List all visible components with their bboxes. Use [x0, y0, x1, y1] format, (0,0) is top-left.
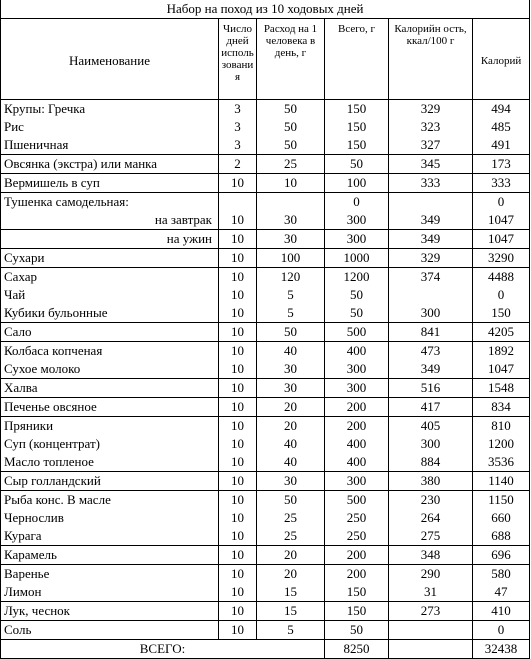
table-row [1, 509, 530, 527]
cell-total: 250 [325, 527, 389, 546]
cell-days: 10 [219, 435, 257, 453]
cell-rate: 30 [257, 472, 325, 491]
cell-name: Тушенка самодельная: [1, 193, 219, 212]
cell-days: 10 [219, 472, 257, 491]
cell-kcal: 1548 [473, 379, 530, 398]
table-row [1, 565, 530, 584]
cell-days: 10 [219, 491, 257, 510]
cell-kcal: 333 [473, 174, 530, 193]
cell-name: Сухари [1, 249, 219, 268]
cell-total: 200 [325, 398, 389, 417]
cell-total: 150 [325, 136, 389, 155]
cell-name: Вермишель в суп [1, 174, 219, 193]
cell-total: 300 [325, 379, 389, 398]
table-row [1, 118, 530, 136]
cell-kcal100: 405 [389, 417, 473, 436]
table-row [1, 398, 530, 417]
cell-kcal: 1140 [473, 472, 530, 491]
cell-kcal: 696 [473, 546, 530, 565]
cell-name: Рис [1, 118, 219, 136]
cell-name: Лук, чеснок [1, 602, 219, 621]
cell-days: 10 [219, 230, 257, 249]
table-row [1, 323, 530, 342]
cell-name: Чай [1, 286, 219, 304]
cell-kcal100: 473 [389, 342, 473, 361]
cell-name: Печенье овсяное [1, 398, 219, 417]
cell-kcal: 580 [473, 565, 530, 584]
table-row [1, 193, 530, 212]
cell-kcal100: 380 [389, 472, 473, 491]
cell-total: 400 [325, 435, 389, 453]
cell-kcal: 491 [473, 136, 530, 155]
table-row [1, 100, 530, 119]
cell-name: Пряники [1, 417, 219, 436]
header-row [1, 19, 530, 100]
cell-kcal100: 329 [389, 249, 473, 268]
cell-kcal: 688 [473, 527, 530, 546]
cell-kcal100: 374 [389, 268, 473, 287]
cell-kcal100: 329 [389, 100, 473, 119]
cell-kcal: 1047 [473, 230, 530, 249]
cell-name: Карамель [1, 546, 219, 565]
cell-rate: 30 [257, 211, 325, 230]
cell-days: 10 [219, 286, 257, 304]
cell-days: 10 [219, 304, 257, 323]
cell-kcal100: 273 [389, 602, 473, 621]
cell-name: Крупы: Гречка [1, 100, 219, 119]
cell-total: 100 [325, 174, 389, 193]
cell-rate: 50 [257, 100, 325, 119]
cell-kcal: 494 [473, 100, 530, 119]
table-row [1, 379, 530, 398]
cell-rate: 15 [257, 583, 325, 602]
cell-rate: 40 [257, 342, 325, 361]
cell-kcal100: 230 [389, 491, 473, 510]
table-row [1, 472, 530, 491]
cell-name: Масло топленое [1, 453, 219, 472]
cell-kcal: 834 [473, 398, 530, 417]
table-row [1, 155, 530, 174]
cell-kcal100: 333 [389, 174, 473, 193]
cell-rate: 20 [257, 398, 325, 417]
cell-name: Пшеничная [1, 136, 219, 155]
cell-rate: 100 [257, 249, 325, 268]
cell-total: 200 [325, 546, 389, 565]
cell-days [219, 193, 257, 212]
cell-rate [257, 193, 325, 212]
cell-name: Халва [1, 379, 219, 398]
cell-name: Лимон [1, 583, 219, 602]
cell-days: 10 [219, 602, 257, 621]
cell-kcal: 1047 [473, 360, 530, 379]
cell-name: Сухое молоко [1, 360, 219, 379]
table-row [1, 174, 530, 193]
cell-name: Сало [1, 323, 219, 342]
cell-kcal100: 349 [389, 230, 473, 249]
cell-days: 10 [219, 379, 257, 398]
cell-name: Сыр голландский [1, 472, 219, 491]
cell-kcal100: 290 [389, 565, 473, 584]
cell-rate: 50 [257, 118, 325, 136]
table-row [1, 491, 530, 510]
cell-rate: 5 [257, 286, 325, 304]
table-row [1, 583, 530, 602]
table-row [1, 602, 530, 621]
cell-name: Варенье [1, 565, 219, 584]
cell-kcal: 410 [473, 602, 530, 621]
table-row [1, 230, 530, 249]
table-row [1, 360, 530, 379]
table-row [1, 211, 530, 230]
cell-total: 0 [325, 193, 389, 212]
cell-total: 150 [325, 100, 389, 119]
cell-kcal: 173 [473, 155, 530, 174]
table-row [1, 453, 530, 472]
total-kcal: 32438 [473, 640, 530, 659]
table-row [1, 527, 530, 546]
cell-days: 10 [219, 417, 257, 436]
table-row [1, 304, 530, 323]
cell-kcal100: 264 [389, 509, 473, 527]
table-row [1, 249, 530, 268]
cell-rate: 25 [257, 509, 325, 527]
total-empty [389, 640, 473, 659]
cell-rate: 30 [257, 360, 325, 379]
cell-kcal: 1047 [473, 211, 530, 230]
cell-rate: 25 [257, 155, 325, 174]
cell-days: 2 [219, 155, 257, 174]
cell-kcal: 150 [473, 304, 530, 323]
cell-rate: 25 [257, 527, 325, 546]
cell-days: 10 [219, 621, 257, 640]
cell-total: 500 [325, 323, 389, 342]
cell-days: 10 [219, 565, 257, 584]
total-label: ВСЕГО: [1, 640, 325, 659]
cell-total: 300 [325, 472, 389, 491]
cell-name: Рыба конс. В масле [1, 491, 219, 510]
cell-total: 300 [325, 230, 389, 249]
cell-days: 10 [219, 527, 257, 546]
cell-kcal100: 349 [389, 211, 473, 230]
cell-name: Сахар [1, 268, 219, 287]
cell-kcal100: 31 [389, 583, 473, 602]
cell-total: 150 [325, 583, 389, 602]
cell-name: Соль [1, 621, 219, 640]
cell-days: 10 [219, 453, 257, 472]
cell-kcal100: 348 [389, 546, 473, 565]
table-row [1, 417, 530, 436]
cell-rate: 50 [257, 491, 325, 510]
cell-days: 3 [219, 136, 257, 155]
cell-days: 3 [219, 118, 257, 136]
table-row [1, 268, 530, 287]
table-row [1, 435, 530, 453]
cell-name: на ужин [1, 230, 219, 249]
cell-days: 10 [219, 268, 257, 287]
cell-days: 10 [219, 323, 257, 342]
header-kcal: Калорий [473, 19, 530, 100]
cell-kcal100: 300 [389, 304, 473, 323]
cell-name: на завтрак [1, 211, 219, 230]
cell-total: 500 [325, 491, 389, 510]
cell-rate: 40 [257, 453, 325, 472]
cell-total: 300 [325, 360, 389, 379]
cell-kcal100: 345 [389, 155, 473, 174]
cell-kcal: 4488 [473, 268, 530, 287]
cell-kcal: 810 [473, 417, 530, 436]
cell-total: 50 [325, 304, 389, 323]
cell-kcal: 660 [473, 509, 530, 527]
cell-total: 150 [325, 602, 389, 621]
cell-total: 300 [325, 211, 389, 230]
table-row [1, 342, 530, 361]
header-days: Число дней исполь зовани я [219, 19, 257, 100]
cell-kcal: 1200 [473, 435, 530, 453]
cell-kcal: 485 [473, 118, 530, 136]
cell-kcal100: 323 [389, 118, 473, 136]
table-row [1, 546, 530, 565]
cell-kcal100: 275 [389, 527, 473, 546]
cell-name: Чернослив [1, 509, 219, 527]
cell-days: 10 [219, 174, 257, 193]
cell-total: 200 [325, 417, 389, 436]
cell-name: Колбаса копченая [1, 342, 219, 361]
cell-days: 3 [219, 100, 257, 119]
cell-kcal100: 327 [389, 136, 473, 155]
cell-kcal: 0 [473, 193, 530, 212]
cell-days: 10 [219, 342, 257, 361]
cell-name: Суп (концентрат) [1, 435, 219, 453]
header-rate: Расход на 1 человека в день, г [257, 19, 325, 100]
cell-kcal: 4205 [473, 323, 530, 342]
cell-rate: 50 [257, 136, 325, 155]
cell-rate: 10 [257, 174, 325, 193]
cell-kcal: 1150 [473, 491, 530, 510]
cell-days: 10 [219, 360, 257, 379]
table-row [1, 136, 530, 155]
cell-kcal100: 300 [389, 435, 473, 453]
cell-rate: 40 [257, 435, 325, 453]
cell-rate: 30 [257, 379, 325, 398]
cell-name: Кубики бульонные [1, 304, 219, 323]
cell-total: 1000 [325, 249, 389, 268]
cell-rate: 15 [257, 602, 325, 621]
table-row [1, 621, 530, 640]
cell-total: 150 [325, 118, 389, 136]
total-grams: 8250 [325, 640, 389, 659]
table-title: Набор на поход из 10 ходовых дней [1, 0, 530, 19]
cell-kcal: 0 [473, 621, 530, 640]
cell-total: 400 [325, 342, 389, 361]
cell-kcal100: 841 [389, 323, 473, 342]
cell-rate: 50 [257, 323, 325, 342]
cell-rate: 20 [257, 565, 325, 584]
cell-kcal: 47 [473, 583, 530, 602]
cell-rate: 120 [257, 268, 325, 287]
cell-rate: 30 [257, 230, 325, 249]
cell-kcal: 1892 [473, 342, 530, 361]
cell-kcal100: 417 [389, 398, 473, 417]
cell-total: 400 [325, 453, 389, 472]
cell-kcal100: 349 [389, 360, 473, 379]
cell-rate: 5 [257, 304, 325, 323]
cell-total: 50 [325, 286, 389, 304]
cell-kcal100 [389, 621, 473, 640]
cell-name: Овсянка (экстра) или манка [1, 155, 219, 174]
cell-kcal100 [389, 193, 473, 212]
cell-kcal: 3290 [473, 249, 530, 268]
cell-days: 10 [219, 211, 257, 230]
cell-total: 250 [325, 509, 389, 527]
title-row [1, 0, 530, 19]
cell-total: 50 [325, 621, 389, 640]
cell-kcal100: 516 [389, 379, 473, 398]
cell-total: 200 [325, 565, 389, 584]
cell-kcal100 [389, 286, 473, 304]
cell-kcal: 3536 [473, 453, 530, 472]
total-row [1, 640, 530, 659]
cell-kcal100: 884 [389, 453, 473, 472]
cell-total: 50 [325, 155, 389, 174]
cell-days: 10 [219, 249, 257, 268]
header-kcal-per-100g: Калорийн ость, ккал/100 г [389, 19, 473, 100]
header-name: Наименование [1, 19, 219, 100]
table-row [1, 286, 530, 304]
cell-days: 10 [219, 546, 257, 565]
cell-days: 10 [219, 583, 257, 602]
cell-kcal: 0 [473, 286, 530, 304]
cell-days: 10 [219, 398, 257, 417]
cell-name: Курага [1, 527, 219, 546]
cell-days: 10 [219, 509, 257, 527]
cell-rate: 20 [257, 417, 325, 436]
cell-total: 1200 [325, 268, 389, 287]
header-total-g: Всего, г [325, 19, 389, 100]
cell-rate: 20 [257, 546, 325, 565]
cell-rate: 5 [257, 621, 325, 640]
